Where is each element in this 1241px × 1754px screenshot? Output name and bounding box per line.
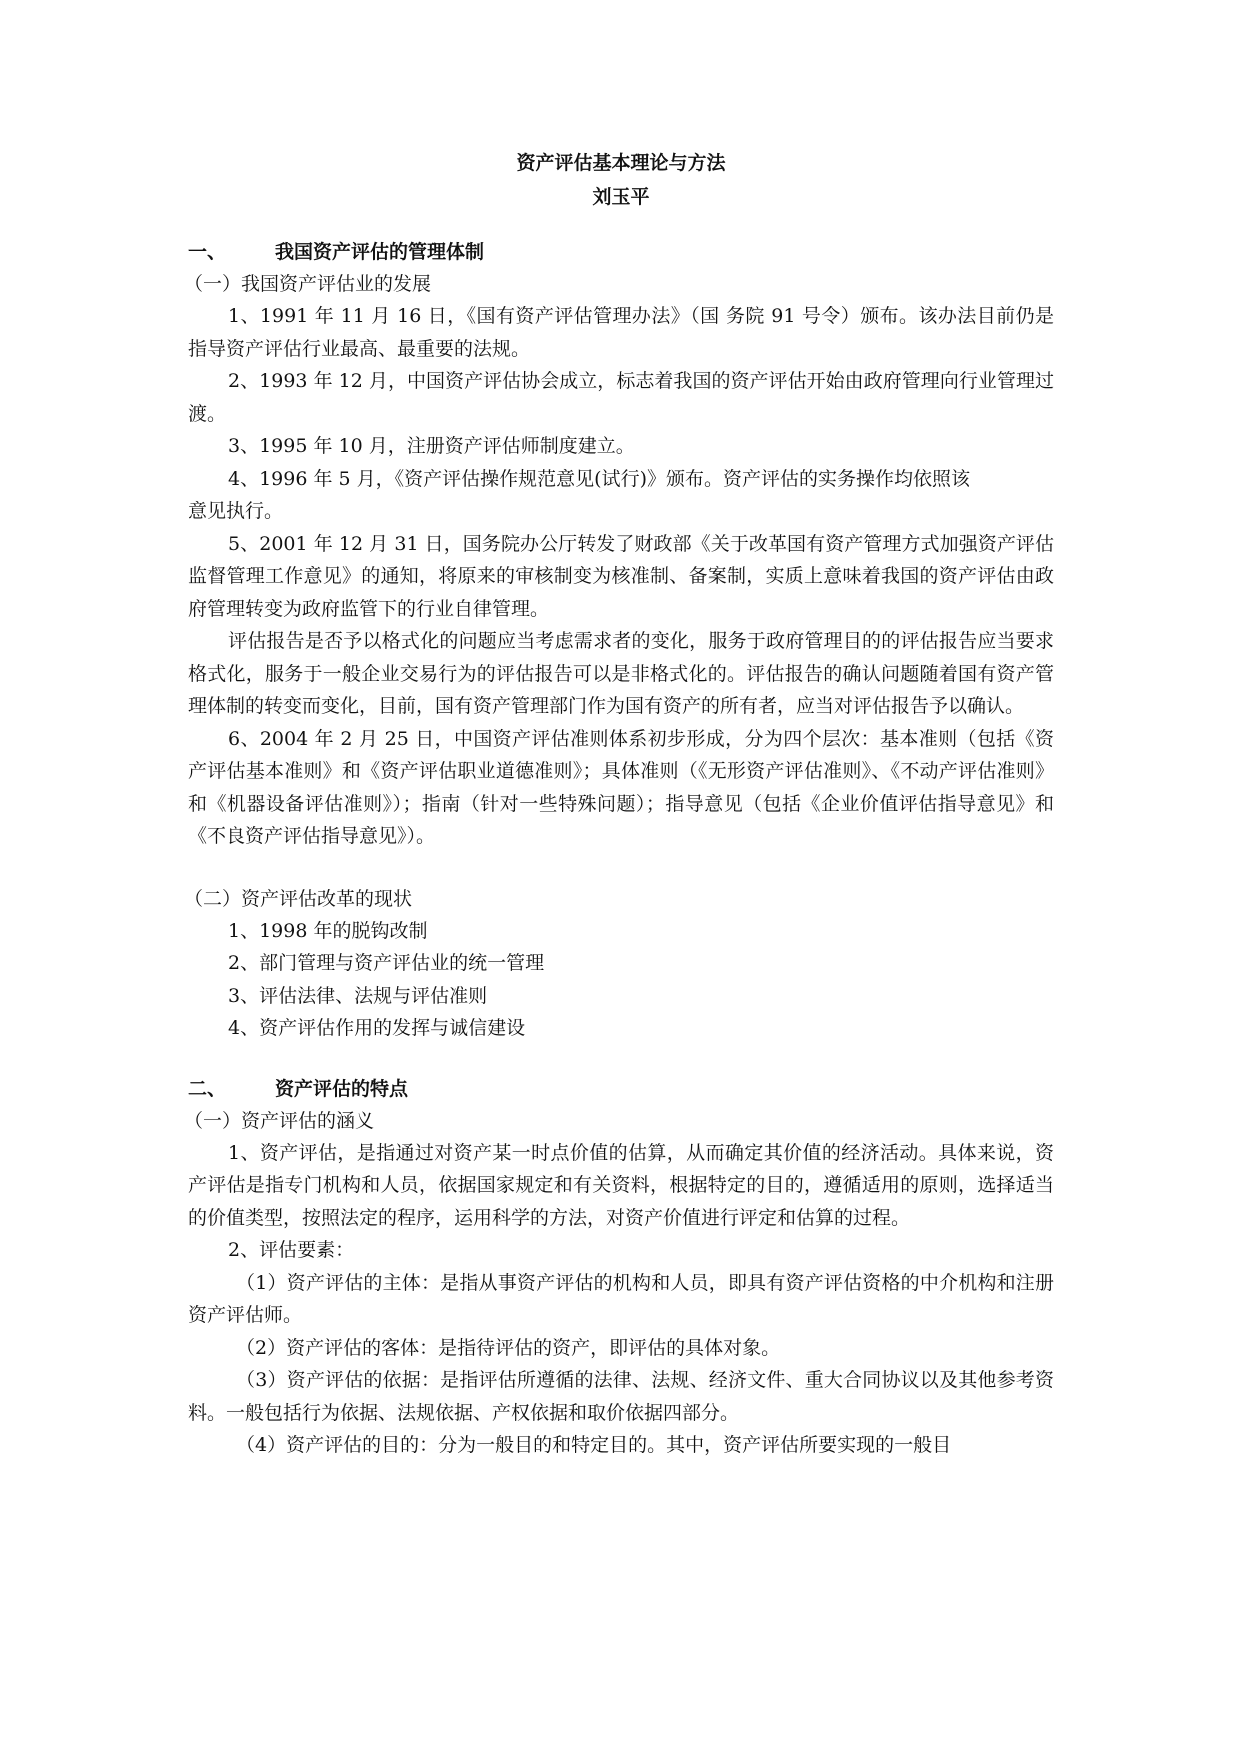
paragraph: 5、2001 年 12 月 31 日，国务院办公厅转发了财政部《关于改革国有资产管理方式加强资产评估监督管理工作意见》的通知，将原来的审核制变为核准制、备案制，实质上意味着我国的资产评估由政府管理转变为政府监管下的行业自律管理。 (188, 532, 1054, 620)
subsection-heading: （一）资产评估的涵义 (184, 1109, 375, 1132)
spacer (188, 1045, 1054, 1073)
paragraph-continuation: 意见执行。 (188, 500, 284, 522)
document-page (184, 146, 1054, 1462)
paragraph: 1、资产评估，是指通过对资产某一时点价值的估算，从而确定其价值的经济活动。具体来说，资产评估是指专门机构和人员，依据国家规定和有关资料，根据特定的目的，遵循适用的原则，选择适当的价值类型，按照法定的程序，运用科学的方法，对资产价值进行评定和估算的过程。 (188, 1141, 1054, 1229)
paragraph: （1）资产评估的主体：是指从事资产评估的机构和人员，即具有资产评估资格的中介机构和注册资产评估师。 (188, 1271, 1054, 1326)
paragraph: 3、1995 年 10 月，注册资产评估师制度建立。 (228, 435, 635, 457)
paragraph: （4）资产评估的目的：分为一般目的和特定目的。其中，资产评估所要实现的一般目 (236, 1434, 952, 1456)
paragraph: （3）资产评估的依据：是指评估所遵循的法律、法规、经济文件、重大合同协议以及其他参考资料。一般包括行为依据、法规依据、产权依据和取价依据四部分。 (188, 1369, 1054, 1424)
section-title: 我国资产评估的管理体制 (275, 241, 485, 263)
list-item: 2、部门管理与资产评估业的统一管理 (228, 952, 545, 974)
title-block (188, 146, 1054, 214)
paragraph: 2、评估要素： (228, 1239, 355, 1261)
paragraph: 评估报告是否予以格式化的问题应当考虑需求者的变化，服务于政府管理目的的评估报告应当要求格式化，服务于一般企业交易行为的评估报告可以是非格式化的。评估报告的确认问题随着国有资产管理体制的转变而变化，目前，国有资产管理部门作为国有资产的所有者，应当对评估报告予以确认。 (188, 630, 1054, 717)
subsection-heading: （一）我国资产评估业的发展 (184, 273, 432, 295)
section-number: 一、 (188, 241, 227, 263)
section-number: 二、 (188, 1077, 227, 1100)
list-item: 1、1998 年的脱钩改制 (228, 919, 428, 942)
paragraph: 4、1996 年 5 月，《资产评估操作规范意见(试行)》颁布。资产评估的实务操作均依照该 (228, 467, 970, 490)
list-item: 4、资产评估作用的发挥与诚信建设 (228, 1017, 526, 1039)
list-item: 3、评估法律、法规与评估准则 (228, 984, 488, 1007)
paragraph: （2）资产评估的客体：是指待评估的资产，即评估的具体对象。 (236, 1336, 781, 1359)
paragraph: 2、1993 年 12 月，中国资产评估协会成立，标志着我国的资产评估开始由政府管理向行业管理过渡。 (188, 370, 1054, 425)
section-heading-2 (188, 1073, 1054, 1105)
subsection-heading: （二）资产评估改革的现状 (184, 887, 413, 910)
paragraph: 1、1991 年 11 月 16 日，《国有资产评估管理办法》（国 务院 91 号令）颁布。该办法目前仍是指导资产评估行业最高、最重要的法规。 (188, 305, 1054, 360)
document-author: 刘玉平 (592, 186, 650, 208)
document-title: 资产评估基本理论与方法 (516, 152, 726, 174)
paragraph: 6、2004 年 2 月 25 日，中国资产评估准则体系初步形成，分为四个层次：基本准则（包括《资产评估基本准则》和《资产评估职业道德准则》；具体准则（《无形资产评估准则》、《不动产评估准则》和《机器设备评估准则》）；指南（针对一些特殊问题）；指导意见（包括《企业价值评估指导意见》和《不良资产评估指导意见》）。 (188, 727, 1054, 847)
section-heading-1 (188, 236, 1054, 268)
section-title: 资产评估的特点 (275, 1077, 409, 1100)
spacer (188, 853, 1054, 883)
